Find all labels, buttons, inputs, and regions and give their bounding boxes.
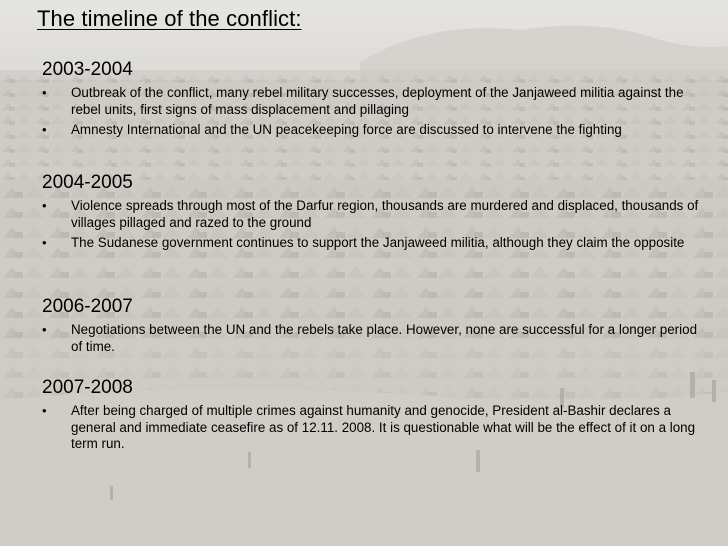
- bullet-icon: •: [42, 122, 47, 138]
- list-item: [42, 322, 702, 355]
- period-2003-2004: [42, 59, 702, 143]
- bullet-list: [42, 85, 702, 139]
- bullet-text: Amnesty International and the UN peacekeeping force are discussed to intervene the fighting: [71, 122, 622, 138]
- bullet-text: Negotiations between the UN and the rebels take place. However, none are successful for a longer period of time.: [71, 322, 698, 354]
- period-heading: 2007-2008: [42, 377, 133, 398]
- bullet-icon: •: [42, 85, 47, 100]
- period-2006-2007: [42, 296, 702, 359]
- period-heading: 2004-2005: [42, 172, 133, 193]
- bullet-icon: •: [42, 235, 47, 251]
- bullet-text: The Sudanese government continues to support the Janjaweed militia, although they claim the opposite: [71, 235, 685, 251]
- list-item: [42, 122, 702, 139]
- bullet-list: [42, 403, 702, 453]
- bullet-text: Violence spreads through most of the Darfur region, thousands are murdered and displaced, thousands of villages pillaged and razed to the ground: [71, 198, 699, 230]
- bullet-text: After being charged of multiple crimes against humanity and genocide, President al-Bashir declares a general and immediate ceasefire as of 12.11. 2008. It is questionable what will be the effect of it on a long term run.: [71, 403, 696, 452]
- period-2007-2008: [42, 377, 702, 457]
- list-item: [42, 403, 702, 453]
- bullet-icon: •: [42, 403, 47, 418]
- list-item: [42, 85, 702, 118]
- slide-title: The timeline of the conflict:: [37, 6, 302, 31]
- bullet-icon: •: [42, 322, 47, 337]
- list-item: [42, 235, 702, 252]
- bullet-icon: •: [42, 198, 47, 213]
- list-item: [42, 198, 702, 231]
- bullet-text: Outbreak of the conflict, many rebel military successes, deployment of the Janjaweed militia against the rebel units, first signs of mass displacement and pillaging: [71, 85, 684, 117]
- bullet-list: [42, 198, 702, 252]
- period-heading: 2003-2004: [42, 59, 133, 80]
- period-2004-2005: [42, 172, 702, 256]
- period-heading: 2006-2007: [42, 296, 133, 317]
- bullet-list: [42, 322, 702, 355]
